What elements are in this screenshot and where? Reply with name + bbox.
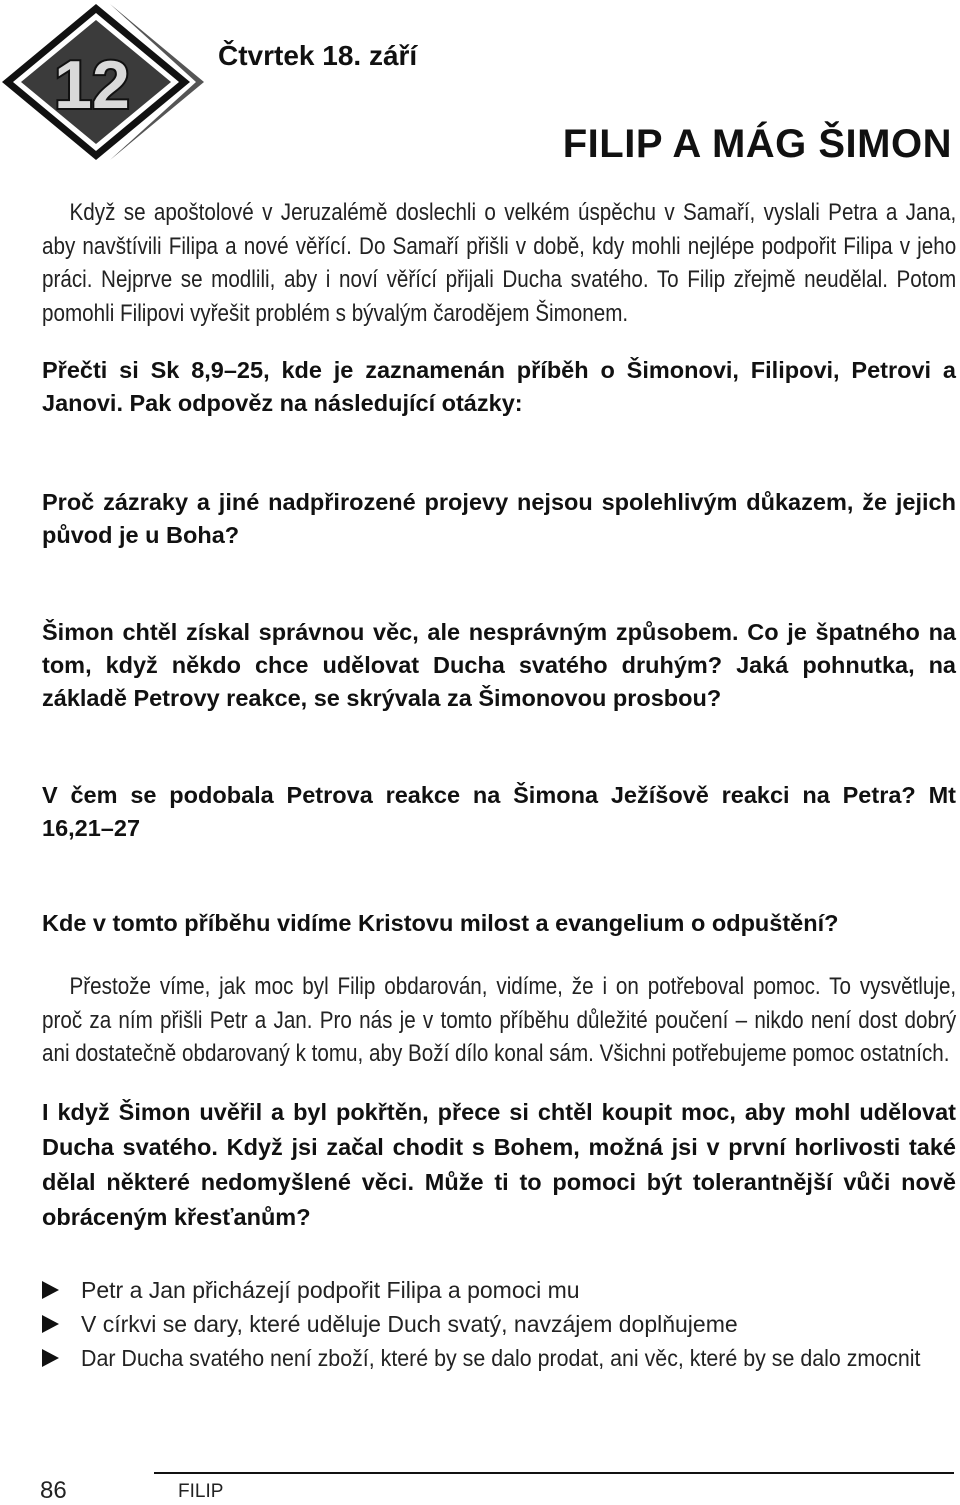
question-1: Proč zázraky a jiné nadpřirozené projevy nejsou spolehlivým důkazem, že jejich původ je u Boha? [42,489,956,548]
lesson-number: 12 [54,47,130,123]
intro-paragraph: Když se apoštolové v Jeruzalémě doslechli o velkém úspěchu v Samaří, vyslali Petra a Jana, aby navštívili Filipa a nové věřící. Do Samaří přišli v době, kdy mohli nejlépe podpořit Filipa v jeho práci. Nejprve se modlili, aby i noví věřící přijali Ducha svatého. To Filip zřejmě neudělal. Potom pomohli Filipovi vyřešit problém s bývalým čarodějem Šimonem. [42,199,957,327]
lesson-title: FILIP A MÁG ŠIMON [562,122,952,166]
arrow-bullet-icon [42,1315,59,1333]
arrow-bullet-icon [42,1349,59,1367]
question-2: Šimon chtěl získal správnou věc, ale nesprávným způsobem. Co je špatného na tom, když někdo chce udělovat Ducha svatého druhým? Jaká pohnutka, na základě Petrovy reakce, se skrývala za Šimonovou prosbou? [42,619,956,711]
reflection-paragraph: Přestože víme, jak moc byl Filip obdarován, vidíme, že i on potřeboval pomoc. To vysvětluje, proč za ním přišli Petr a Jan. Pro nás je v tomto příběhu důležité poučení – nikdo není dost dobrý ani dostatečně obdarovaný k tomu, aby Boží dílo konal sám. Všichni potřebujeme pomoc ostatních. [42,973,957,1067]
question-4: Kde v tomto příběhu vidíme Kristovu milost a evangelium o odpuštění? [42,910,839,936]
key-points-list [42,1273,956,1375]
lesson-date: Čtvrtek 18. září [218,40,418,71]
page-footer [0,1467,960,1504]
page-number: 86 [40,1477,67,1504]
book-title: FILIP [178,1481,224,1502]
reading-instruction: Přečti si Sk 8,9–25, kde je zaznamenán příběh o Šimonovi, Filipovi, Petrovi a Janovi. Pak odpověz na následující otázky: [42,357,956,416]
footer-rule [154,1472,954,1474]
application-paragraph: I když Šimon uvěřil a byl pokřtěn, přece si chtěl koupit moc, aby mohl udělovat Ducha svatého. Když jsi začal chodit s Bohem, možná jsi v první horlivosti také dělal některé nedomyšlené věci. Může ti to pomoci být tolerantnější vůči nově obráceným křesťanům? [42,1098,956,1230]
list-item: V církvi se dary, které uděluje Duch svatý, navzájem doplňujeme [42,1307,956,1341]
arrow-bullet-icon [42,1281,59,1299]
lesson-number-badge [0,0,205,165]
diamond-badge-graphic [0,0,205,165]
lesson-content [42,196,956,1375]
question-3: V čem se podobala Petrova reakce na Šimona Ježíšově reakci na Petra? Mt 16,21–27 [42,782,956,841]
list-item: Petr a Jan přicházejí podpořit Filipa a pomoci mu [42,1273,956,1307]
list-item: Dar Ducha svatého není zboží, které by se dalo prodat, ani věc, které by se dalo zmocnit [42,1341,956,1375]
